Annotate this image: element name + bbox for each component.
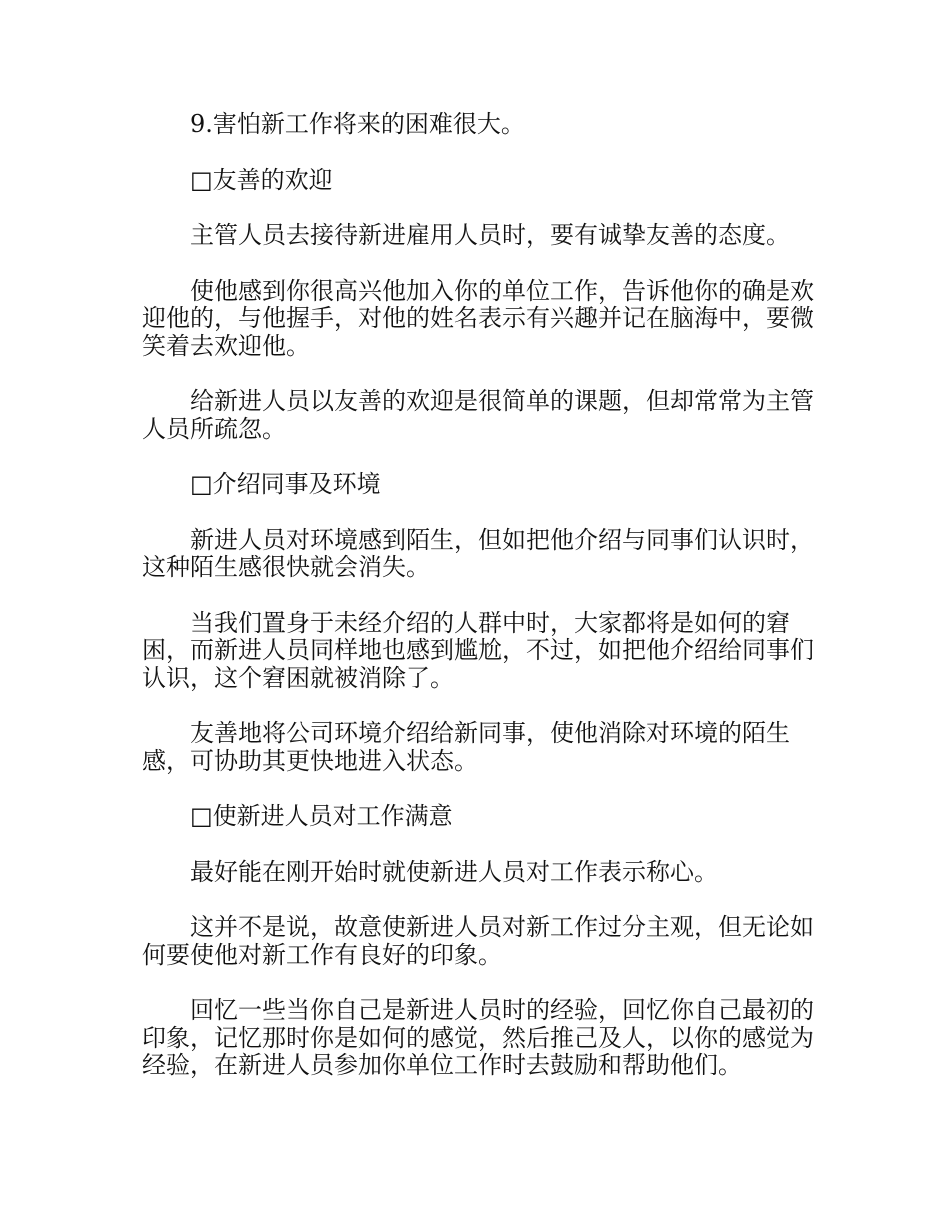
paragraph-often-neglected: 给新进人员以友善的欢迎是很简单的课题，但却常常为主管人员所疏忽。 (142, 387, 814, 443)
paragraph-make-welcome: 使他感到你很高兴他加入你的单位工作，告诉他你的确是欢迎他的，与他握手，对他的姓名表示有兴趣并记在脑海中，要微笑着去欢迎他。 (142, 276, 814, 360)
paragraph-satisfied-at-start: 最好能在刚开始时就使新进人员对工作表示称心。 (190, 857, 718, 886)
document-body (142, 111, 818, 1108)
section-heading-friendly-welcome: □友善的欢迎 (190, 165, 333, 194)
paragraph-awkwardness-removed: 当我们置身于未经介绍的人群中时，大家都将是如何的窘困，而新进人员同样地也感到尴尬，不过，如把他介绍给同事们认识，这个窘困就被消除了。 (142, 608, 814, 692)
paragraph-introduce-environment: 友善地将公司环境介绍给新同事，使他消除对环境的陌生感，可协助其更快地进入状态。 (142, 719, 790, 775)
paragraph-recall-experience: 回忆一些当你自己是新进人员时的经验，回忆你自己最初的印象，记忆那时你是如何的感觉，然后推己及人，以你的感觉为经验，在新进人员参加你单位工作时去鼓励和帮助他们。 (142, 996, 814, 1079)
section-heading-job-satisfaction: □使新进人员对工作满意 (190, 802, 453, 830)
section-heading-introduce-colleagues: □介绍同事及环境 (190, 470, 381, 498)
paragraph-fear-of-difficulty: 9.害怕新工作将来的困难很大。 (190, 110, 525, 138)
paragraph-sincere-attitude: 主管人员去接待新进雇用人员时，要有诚挚友善的态度。 (190, 221, 790, 249)
paragraph-strangeness-disappears: 新进人员对环境感到陌生，但如把他介绍与同事们认识时，这种陌生感很快就会消失。 (142, 525, 814, 581)
paragraph-good-impression: 这并不是说，故意使新进人员对新工作过分主观，但无论如何要使他对新工作有良好的印象。 (142, 913, 814, 969)
